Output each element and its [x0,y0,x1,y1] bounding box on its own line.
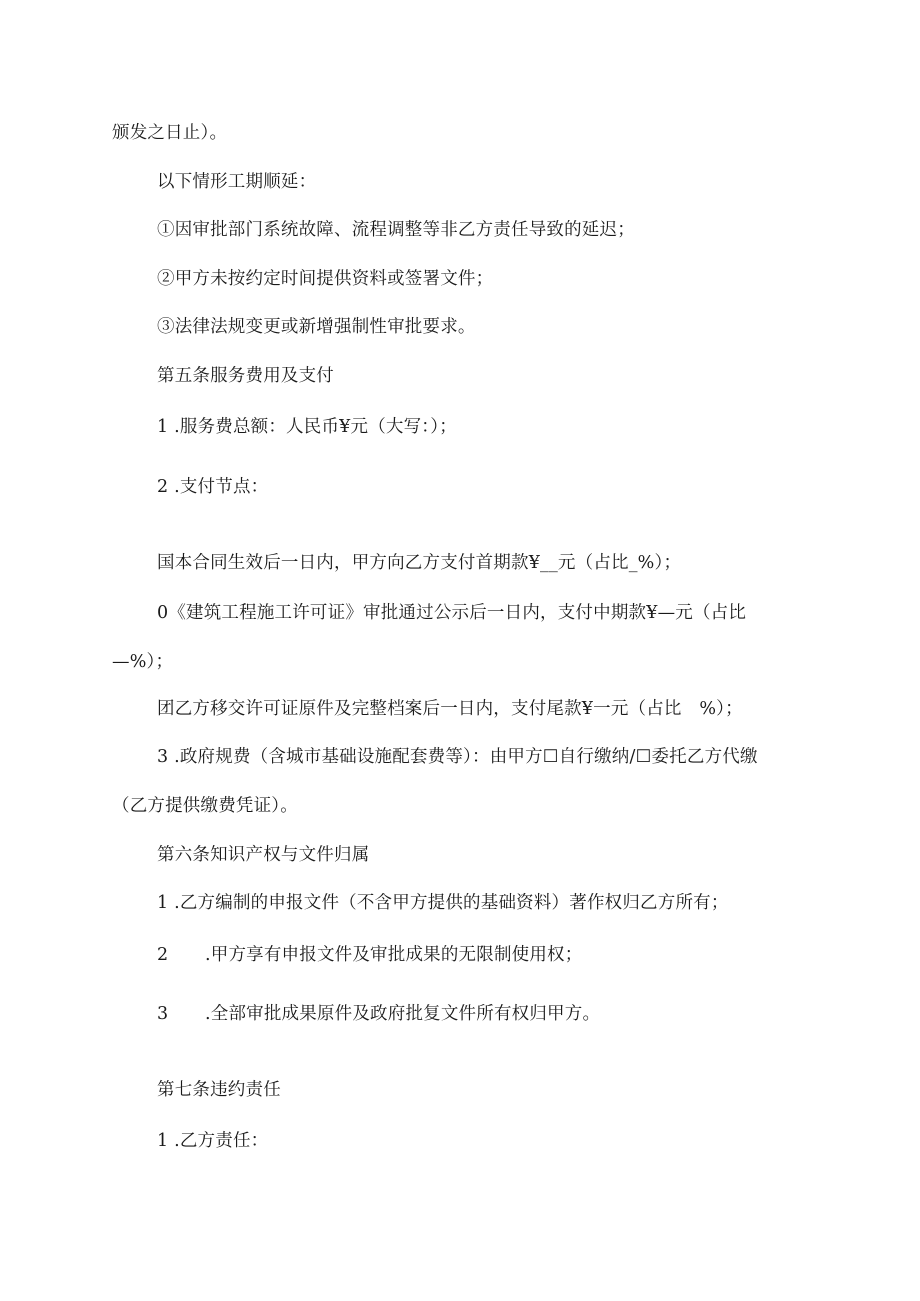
liability-item-1: 1 .乙方责任： [157,1131,269,1151]
section-heading-liability: 第七条违约责任 [157,1080,281,1100]
fee-item-1: 1 .服务费总额：人民币¥元（大写：）； [157,417,457,437]
delay-condition-1: ①因审批部门系统故障、流程调整等非乙方责任导致的延迟； [157,220,635,240]
fee-item-3-continuation: （乙方提供缴费凭证）。 [112,796,298,816]
delay-condition-3: ③法律法规变更或新增强制性审批要求。 [157,317,476,337]
ip-item-2-number: 2 [157,945,169,965]
ip-item-3-number: 3 [157,1004,169,1024]
fee-item-2: 2 .支付节点： [157,477,269,497]
ip-item-1: 1 .乙方编制的申报文件（不含甲方提供的基础资料）著作权归乙方所有； [157,893,729,913]
payment-node-3: 团乙方移交许可证原件及完整档案后一日内，支付尾款¥一元（占比 %）； [157,699,743,719]
paragraph-delay-conditions: 以下情形工期顺延： [157,172,317,192]
ip-item-2-text: .甲方享有申报文件及审批成果的无限制使用权； [205,945,583,965]
payment-node-2-continuation: —%）； [112,652,174,672]
delay-condition-2: ②甲方未按约定时间提供资料或签署文件； [157,269,494,289]
ip-item-3-text: .全部审批成果原件及政府批复文件所有权归甲方。 [205,1004,601,1024]
fee-item-3: 3 .政府规费（含城市基础设施配套费等）：由甲方☐自行缴纳/☐委托乙方代缴 [157,747,758,767]
section-heading-ip: 第六条知识产权与文件归属 [157,845,370,865]
payment-node-1: 国本合同生效后一日内，甲方向乙方支付首期款¥__元（占比_%）； [157,553,682,573]
section-heading-fees: 第五条服务费用及支付 [157,366,334,386]
paragraph-continuation: 颁发之日止）。 [112,123,228,143]
payment-node-2: 0《建筑工程施工许可证》审批通过公示后一日内，支付中期款¥—元（占比 [157,603,747,623]
